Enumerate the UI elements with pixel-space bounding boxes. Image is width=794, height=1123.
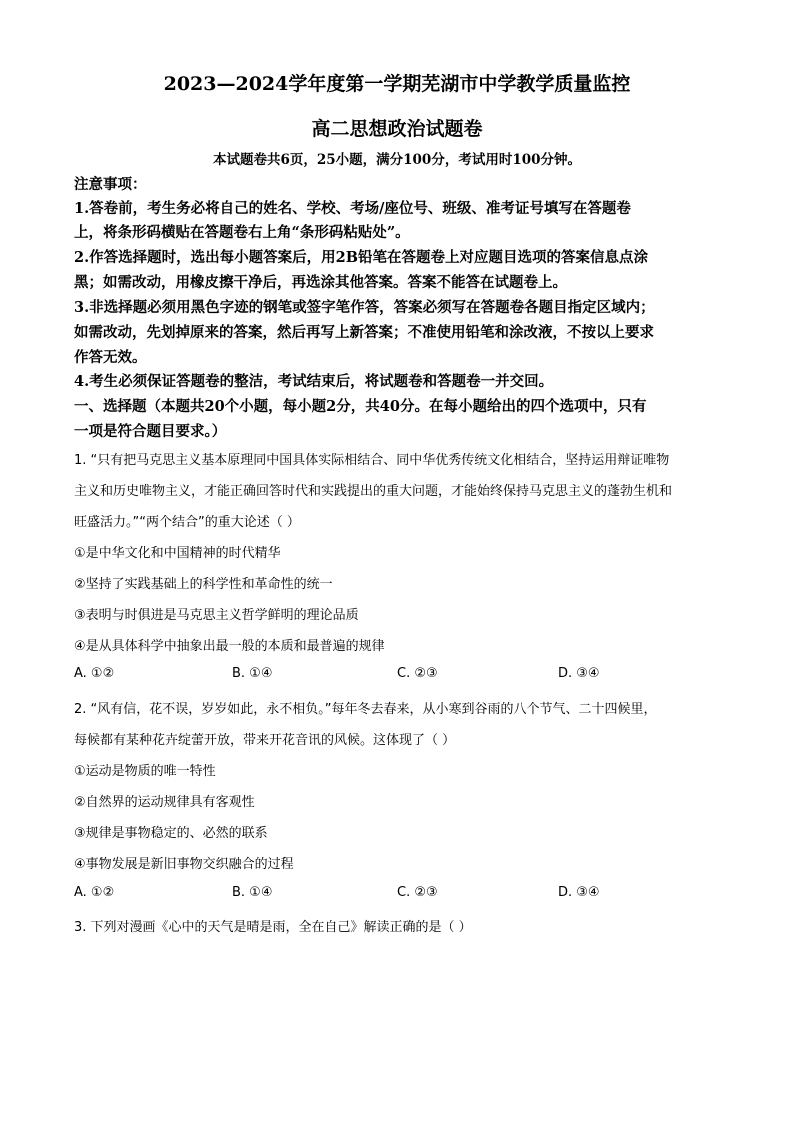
question-2-item: ①运动是物质的唯一特性 (74, 764, 216, 779)
question-2-stem: 2. “风有信，花不误，岁岁如此，永不相负。”每年冬去春来，从小寒到谷雨的八个节气、二十四候里， (74, 702, 657, 717)
notes-line: 黑；如需改动，用橡皮擦干净后，再选涂其他答案。答案不能答在试题卷上。 (74, 274, 567, 291)
question-1-stem: 1. “只有把马克思主义基本原理同中国具体实际相结合、同中华优秀传统文化相结合，坚持运用辩证唯物 (74, 453, 670, 468)
question-1-option-b: B. ①④ (232, 666, 273, 681)
notes-line: 1.答卷前，考生务必将自己的姓名、学校、考场/座位号、班级、准考证号填写在答题卷 (74, 200, 631, 217)
question-2-item: ④事物发展是新旧事物交织融合的过程 (74, 857, 294, 872)
question-1-item: ④是从具体科学中抽象出最一般的本质和最普遍的规律 (74, 639, 385, 654)
question-1-item: ③表明与时俱进是马克思主义哲学鲜明的理论品质 (74, 608, 359, 623)
question-3-stem: 3. 下列对漫画《心中的天气是晴是雨，全在自己》解读正确的是（ ） (74, 920, 472, 935)
question-1-option-d: D. ③④ (558, 666, 600, 681)
question-2-stem: 每候都有某种花卉绽蕾开放，带来开花音讯的风候。这体现了（ ） (74, 733, 456, 748)
exam-title: 2023—2024学年度第一学期芜湖市中学教学质量监控 (163, 73, 631, 95)
notes-line: 3.非选择题必须用黑色字迹的钢笔或签字笔作答，答案必须写在答题卷各题目指定区域内； (74, 299, 655, 316)
section-heading: 一项是符合题目要求。） (74, 423, 227, 440)
question-1-item: ①是中华文化和中国精神的时代精华 (74, 546, 281, 561)
question-2-option-d: D. ③④ (558, 885, 600, 900)
question-1-item: ②坚持了实践基础上的科学性和革命性的统一 (74, 577, 333, 592)
notes-line: 作答无效。 (74, 349, 147, 366)
notes-line: 上，将条形码横贴在答题卷右上角“条形码粘贴处”。 (74, 224, 410, 241)
notes-line: 2.作答选择题时，选出每小题答案后，用2B铅笔在答题卷上对应题目选项的答案信息点涂 (74, 249, 648, 266)
question-2-option-b: B. ①④ (232, 885, 273, 900)
question-2-item: ②自然界的运动规律具有客观性 (74, 795, 255, 810)
question-1-option-a: A. ①② (74, 666, 115, 681)
notes-line: 4.考生必须保证答题卷的整洁，考试结束后，将试题卷和答题卷一并交回。 (74, 373, 554, 390)
exam-info: 本试题卷共6页，25小题，满分100分，考试用时100分钟。 (212, 152, 582, 168)
question-2-option-a: A. ①② (74, 885, 115, 900)
question-1-option-c: C. ②③ (397, 666, 438, 681)
question-1-stem: 主义和历史唯物主义，才能正确回答时代和实践提出的重大问题，才能始终保持马克思主义的蓬勃生机和 (74, 484, 673, 499)
notes-line: 如需改动，先划掉原来的答案，然后再写上新答案；不准使用铅笔和涂改液，不按以上要求 (74, 324, 654, 341)
question-1-stem: 旺盛活力。”“两个结合”的重大论述（ ） (74, 515, 300, 530)
exam-subtitle: 高二思想政治试题卷 (311, 118, 483, 140)
section-heading: 一、选择题（本题共20个小题，每小题2分，共40分。在每小题给出的四个选项中，只有 (74, 398, 647, 415)
question-2-item: ③规律是事物稳定的、必然的联系 (74, 826, 268, 841)
notes-heading: 注意事项： (74, 176, 147, 193)
question-2-option-c: C. ②③ (397, 885, 438, 900)
